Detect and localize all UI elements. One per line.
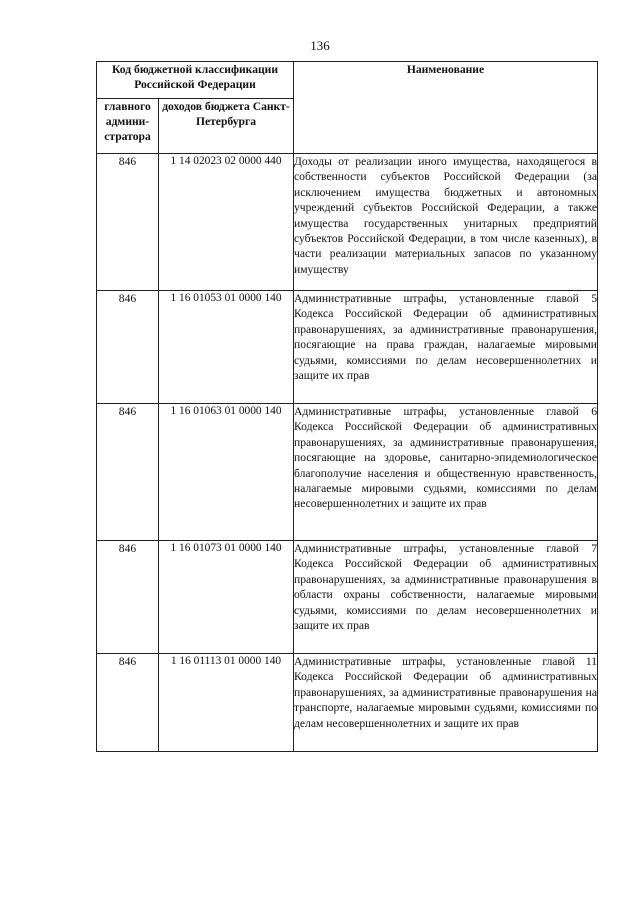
- admin-code-cell: 846: [97, 154, 159, 291]
- income-code-cell: 1 16 01113 01 0000 140: [159, 654, 294, 752]
- table-row: [97, 404, 598, 541]
- header-name: Наименование: [294, 62, 598, 154]
- income-code-cell: 1 16 01063 01 0000 140: [159, 404, 294, 541]
- name-cell: Административные штрафы, установленные главой 7 Кодекса Российской Федерации об административных правонарушениях, за административные правонарушения в области охраны собственности, налагаемые мировыми судьями, комиссиями по делам несовершеннолетних и защите их прав: [294, 541, 598, 654]
- admin-code-cell: 846: [97, 291, 159, 404]
- admin-code-cell: 846: [97, 654, 159, 752]
- budget-classification-table: [96, 61, 598, 752]
- table-row: [97, 291, 598, 404]
- name-cell: Административные штрафы, установленные главой 11 Кодекса Российской Федерации об административных правонарушениях, за административные правонарушения на транспорте, налагаемые мировыми судьями, комиссиями по делам несовершеннолетних и защите их прав: [294, 654, 598, 752]
- header-admin: главного админи-стратора: [97, 99, 159, 154]
- income-code-cell: 1 14 02023 02 0000 440: [159, 154, 294, 291]
- income-code-cell: 1 16 01053 01 0000 140: [159, 291, 294, 404]
- name-cell: Административные штрафы, установленные главой 5 Кодекса Российской Федерации об административных правонарушениях, за административные правонарушения, посягающие на права граждан, налагаемые мировыми судьями, комиссиями по делам несовершеннолетних и защите их прав: [294, 291, 598, 404]
- page-number: 136: [310, 38, 330, 53]
- admin-code-cell: 846: [97, 404, 159, 541]
- header-income: доходов бюджета Санкт-Петербурга: [159, 99, 294, 154]
- name-cell: Административные штрафы, установленные главой 6 Кодекса Российской Федерации об административных правонарушениях, за административные правонарушения, посягающие на здоровье, санитарно-эпидемиологическое благополучие населения и общественную нравственность, налагаемые мировыми судьями, комиссиями по делам несовершеннолетних и защите их прав: [294, 404, 598, 541]
- admin-code-cell: 846: [97, 541, 159, 654]
- header-row-top: [97, 62, 598, 99]
- income-code-cell: 1 16 01073 01 0000 140: [159, 541, 294, 654]
- table-row: [97, 154, 598, 291]
- table-row: [97, 654, 598, 752]
- table-row: [97, 541, 598, 654]
- header-group-title: Код бюджетной классификации Российской Федерации: [97, 62, 294, 99]
- name-cell: Доходы от реализации иного имущества, находящегося в собственности субъектов Российской Федерации (за исключением имущества бюджетных и автономных учреждений субъектов Российской Федерации, а также имущества государственных унитарных предприятий субъектов Российской Федерации, в том числе казенных), в части реализации материальных запасов по указанному имуществу: [294, 154, 598, 291]
